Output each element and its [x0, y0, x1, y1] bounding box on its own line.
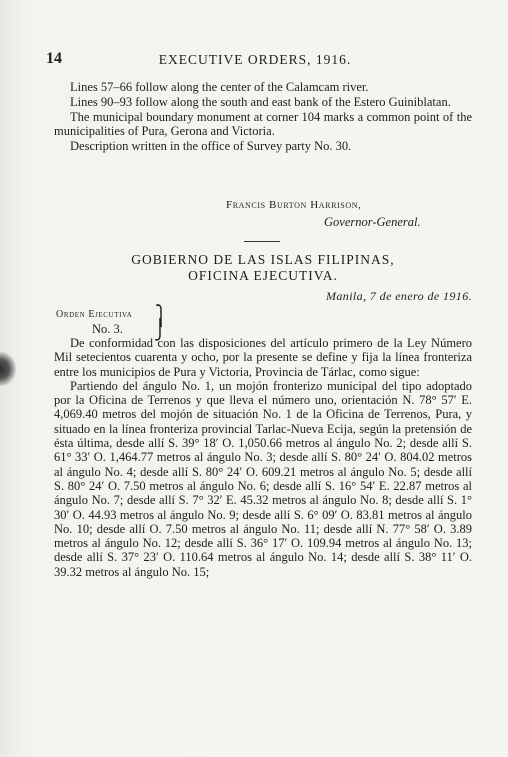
signature-name: Francis Burton Harrison,	[226, 199, 362, 211]
page-header	[46, 50, 450, 70]
scan-binding-mark	[0, 352, 16, 386]
section-divider	[244, 241, 280, 242]
english-section	[54, 80, 472, 154]
order-number: No. 3.	[92, 322, 123, 336]
signature-title: Governor-General.	[324, 215, 421, 229]
running-head: EXECUTIVE ORDERS, 1916.	[158, 52, 352, 67]
paragraph-description: Description written in the office of Survey party No. 30.	[70, 139, 352, 154]
brace-icon: ⎭	[154, 320, 166, 341]
brace-icon: ⎫	[155, 306, 167, 327]
government-heading-line2: OFICINA EJECUTIVA.	[188, 268, 338, 283]
paragraph-conformidad: De conformidad con las disposiciones del artículo primero de la Ley Número Mil setecientos cuarenta y ocho, por la presente se define y fija la línea fronteriza entre los municipios de Pura y Victoria, Provincia de Tárlac, como sigue:	[54, 336, 472, 379]
paragraph-boundary-description: Partiendo del ángulo No. 1, un mojón fronterizo municipal del tipo adoptado por la Oficina de Terrenos y que lleva el número uno, orientación N. 78° 57′ E. 4,069.40 metros del mojón de situación No. 1 de la Oficina de Terrenos, Pura, y situado en la línea fronteriza provincial Tarlac-Nueva Ecija, según la pretensión de ésta última, desde allí S. 39° 18′ O. 1,050.66 metros al ángulo No. 2; desde allí S. 61° 33′ O. 1,464.77 metros al ángulo No. 3; desde allí S. 80° 24′ O. 804.02 metros al ángulo No. 4; desde allí S. 80° 24′ O. 609.21 metros al ángulo No. 5; desde allí S. 80° 24′ O. 7.50 metros al ángulo No. 6; desde allí S. 16° 54′ E. 22.87 metros al ángulo No. 7; desde allí S. 7° 32′ E. 45.32 metros al ángulo No. 8; desde allí S. 1° 30′ O. 44.93 metros al ángulo No. 9; desde allí S. 6° 09′ O. 83.81 metros al ángulo No. 10; desde allí O. 7.50 metros al ángulo No. 11; desde allí N. 77° 58′ O. 3.89 metros al ángulo No. 12; desde allí S. 36° 17′ O. 109.94 metros al ángulo No. 13; desde allí S. 37° 23′ O. 110.64 metros al ángulo No. 14; desde allí S. 38° 11′ O. 39.32 metros al ángulo No. 15;	[54, 378, 472, 579]
page-number: 14	[46, 50, 62, 67]
order-label: Orden Ejecutiva	[56, 309, 133, 320]
government-heading-line1: GOBIERNO DE LAS ISLAS FILIPINAS,	[131, 252, 395, 267]
spanish-order-body	[54, 336, 472, 579]
paragraph-lines-57-66: Lines 57–66 follow along the center of the Calamcam river.	[70, 80, 369, 94]
paragraph-lines-90-93: Lines 90–93 follow along the south and east bank of the Estero Guiniblatan.	[70, 94, 451, 109]
dateline: Manila, 7 de enero de 1916.	[326, 289, 472, 303]
paragraph-monument: The municipal boundary monument at corner 104 marks a common point of the municipalities of Pura, Gerona and Victoria.	[54, 109, 472, 139]
